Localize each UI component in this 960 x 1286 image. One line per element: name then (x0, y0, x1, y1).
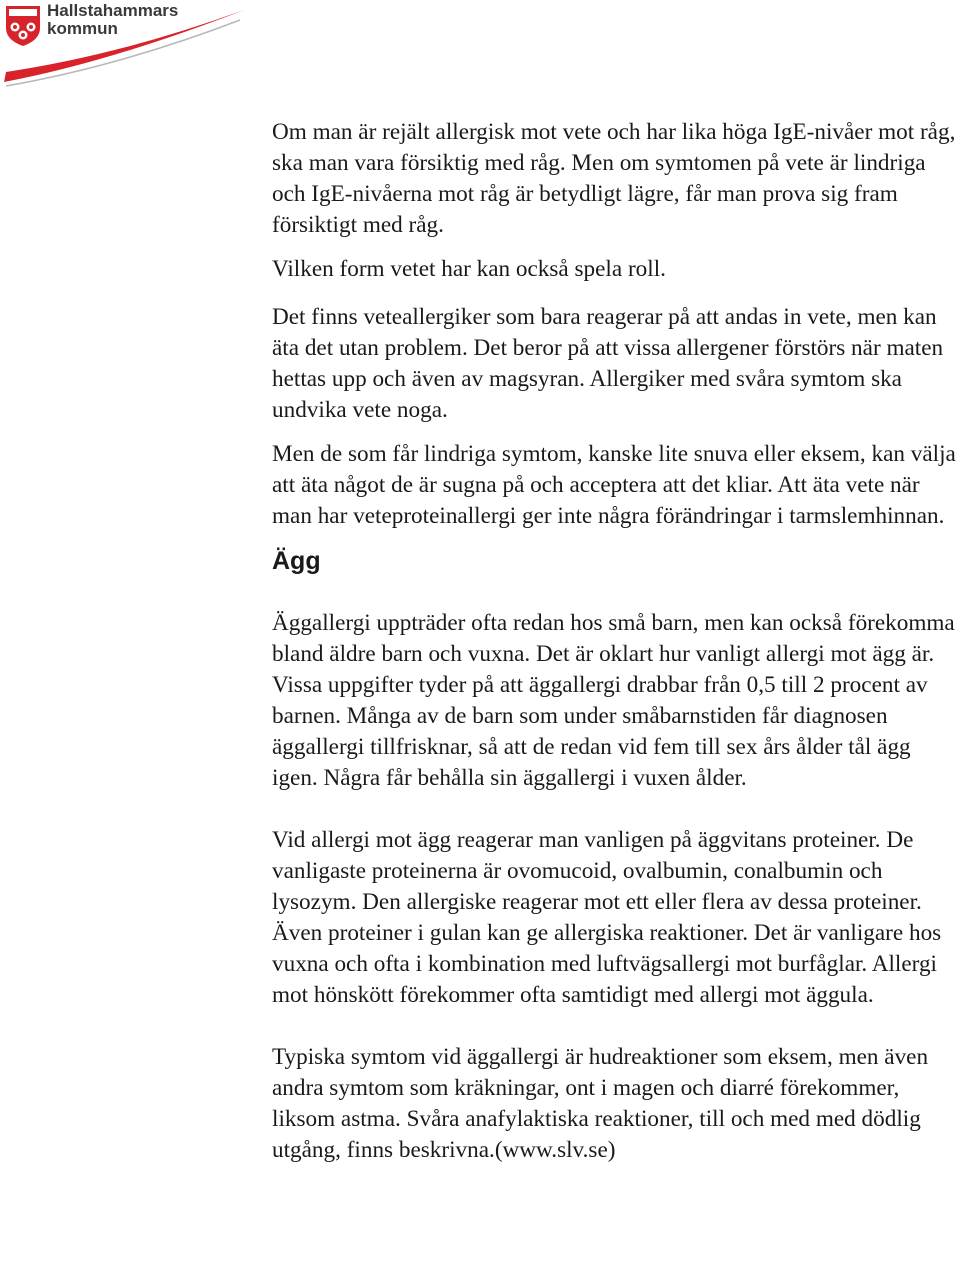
municipality-logo (0, 0, 250, 90)
paragraph-egg-proteins: Vid allergi mot ägg reagerar man vanligen på äggvitans proteiner. De vanligaste proteinerna är ovomucoid, ovalbumin, conalbumin och lysozym. Den allergiske reagerar mot ett eller flera av dessa proteiner. Även proteiner i gulan kan ge allergiska reaktioner. Det är vanligare hos vuxna och ofta i kombination med luftvägsallergi mot burfåglar. Allergi mot hönskött förekommer ofta samtidigt med allergi mot äggula. (272, 827, 942, 1008)
logo-line-2: kommun (47, 19, 118, 38)
paragraph-egg-allergy: Äggallergi uppträder ofta redan hos små barn, men kan också förekomma bland äldre barn och vuxna. Det är oklart hur vanligt allergi mot ägg är. Vissa uppgifter tyder på att äggallergi drabbar från 0,5 till 2 procent av barnen. Många av de barn som under småbarnstiden får diagnosen äggallergi tillfrisknar, så att de redan vid fem till sex års ålder tål ägg igen. Några får behålla sin äggallergi i vuxen ålder. (272, 610, 955, 791)
logo-wordmark (47, 2, 178, 38)
paragraph-wheat-inhalation: Det finns veteallergiker som bara reagerar på att andas in vete, men kan äta det utan problem. Det beror på att vissa allergener förstörs när maten hettas upp och även av magsyran. Allergiker med svåra symtom ska undvika vete noga. (272, 304, 944, 423)
paragraph-wheat-form: Vilken form vetet har kan också spela roll. (272, 256, 666, 282)
paragraph-rye: Om man är rejält allergisk mot vete och har lika höga IgE-nivåer mot råg, ska man vara försiktig med råg. Men om symtomen på vete är lindriga och IgE-nivåerna mot råg är betydligt lägre, får man prova sig fram försiktigt med råg. (272, 119, 956, 238)
paragraph-mild-symptoms: Men de som får lindriga symtom, kanske lite snuva eller eksem, kan välja att äta något de är sugna på och acceptera att det kliar. Att äta vete när man har veteproteinallergi ger inte några förändringar i tarmslemhinnan. (272, 441, 956, 529)
section-heading-egg: Ägg (272, 547, 321, 575)
paragraph-egg-symptoms: Typiska symtom vid äggallergi är hudreaktioner som eksem, men även andra symtom som kräkningar, ont i magen och diarré förekommer, liksom astma. Svåra anafylaktiska reaktioner, till och med med dödlig utgång, finns beskrivna.(www.slv.se) (272, 1044, 929, 1163)
logo-line-1: Hallstahammars (47, 1, 179, 20)
document-body (272, 117, 960, 1166)
